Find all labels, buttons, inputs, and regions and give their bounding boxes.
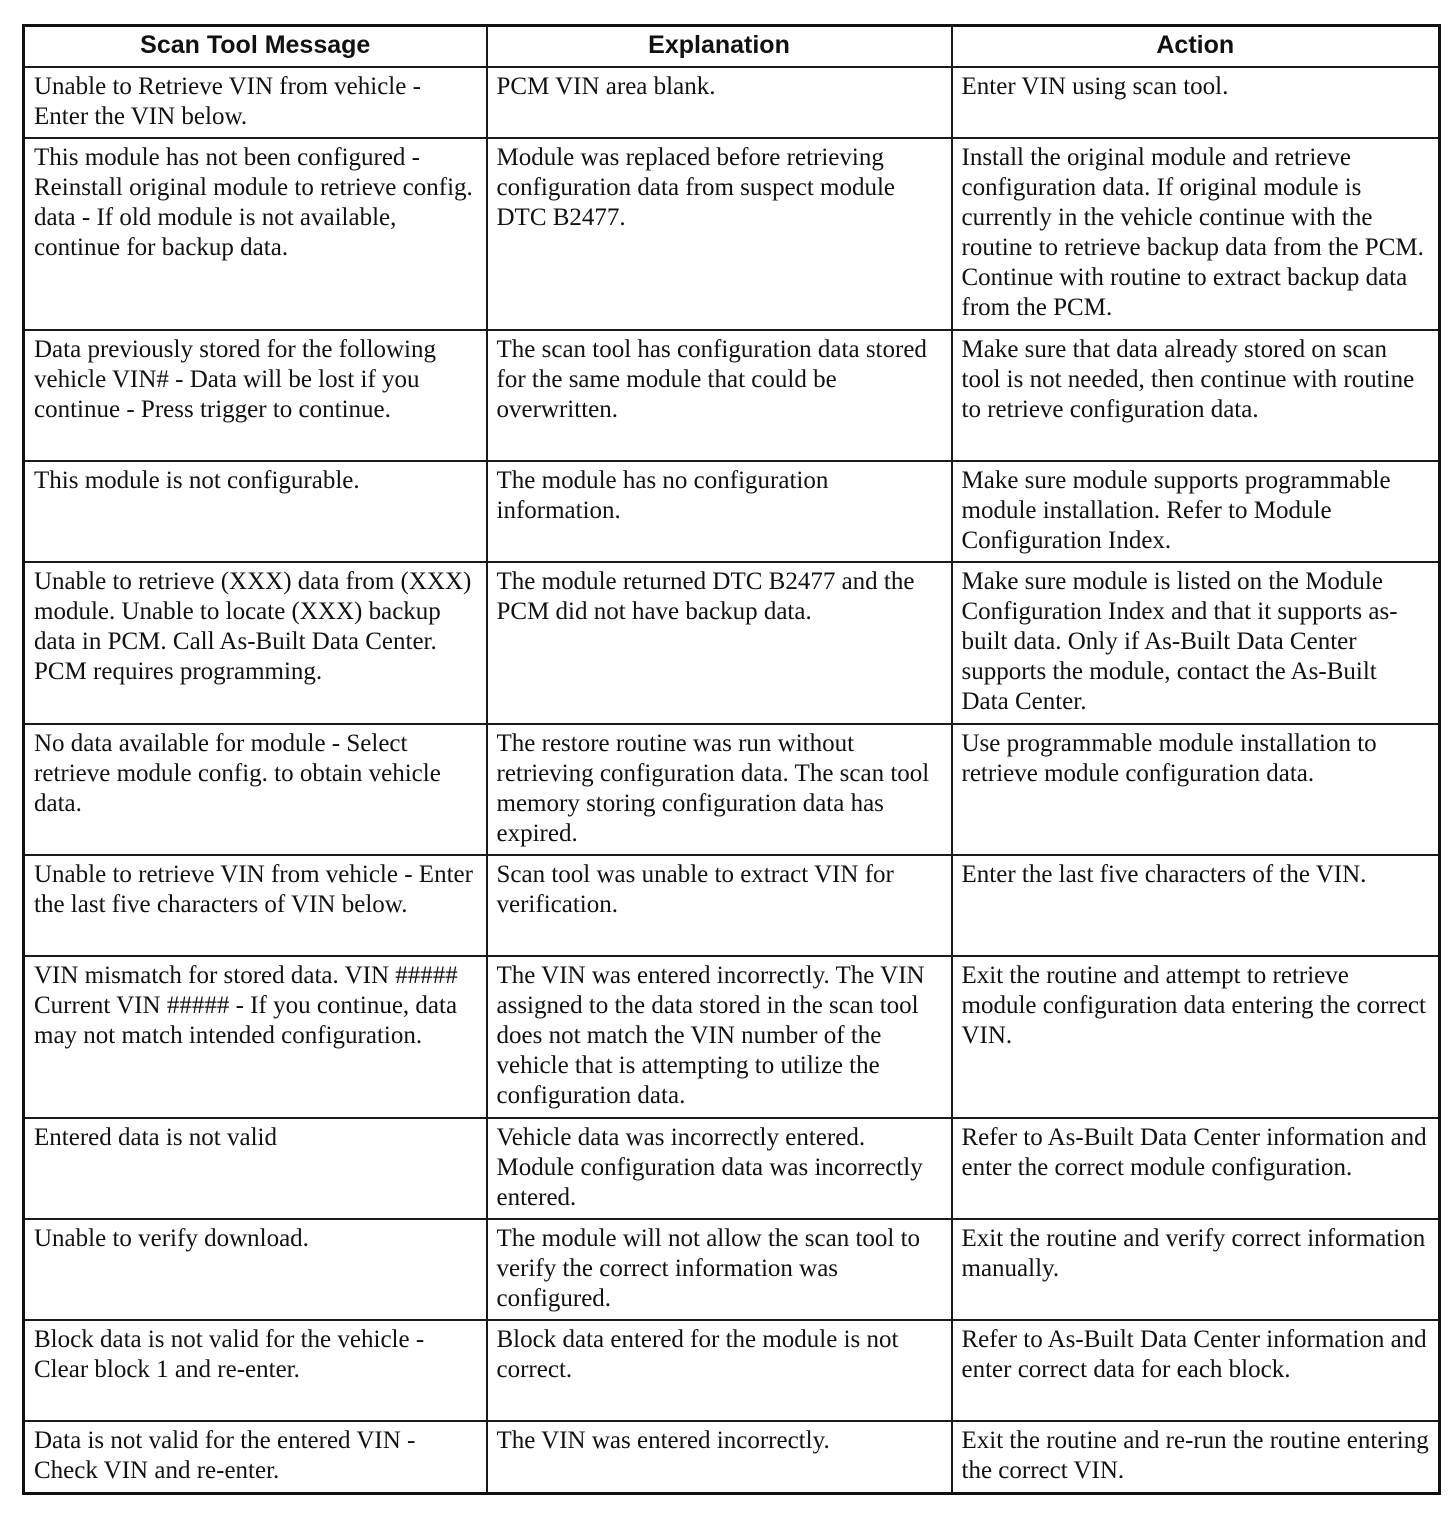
message-cell: Unable to verify download. [24,1219,487,1320]
table-row [24,724,1440,855]
action-cell: Make sure module supports programmable module installation. Refer to Module Configuration Index. [952,461,1440,562]
action-cell: Refer to As-Built Data Center information and enter the correct module configuration. [952,1118,1440,1219]
table-row [24,138,1440,330]
message-cell: Entered data is not valid [24,1118,487,1219]
scan-tool-message-table [22,24,1441,1495]
message-cell: Block data is not valid for the vehicle - Clear block 1 and re-enter. [24,1320,487,1421]
action-cell: Exit the routine and re-run the routine entering the correct VIN. [952,1421,1440,1493]
action-cell: Make sure module is listed on the Module Configuration Index and that it supports as-built data. Only if As-Built Data Center supports the module, contact the As-Built Data Center. [952,562,1440,724]
explanation-cell: The module will not allow the scan tool to verify the correct information was configured. [487,1219,952,1320]
message-cell: Unable to retrieve VIN from vehicle - Enter the last five characters of VIN below. [24,855,487,956]
table-row [24,1320,1440,1421]
message-cell: No data available for module - Select retrieve module config. to obtain vehicle data. [24,724,487,855]
explanation-cell: The restore routine was run without retrieving configuration data. The scan tool memory storing configuration data has expired. [487,724,952,855]
message-cell: Data previously stored for the following vehicle VIN# - Data will be lost if you continue - Press trigger to continue. [24,330,487,461]
message-cell: VIN mismatch for stored data. VIN ##### Current VIN ##### - If you continue, data may not match intended configuration. [24,956,487,1118]
table-row [24,855,1440,956]
explanation-cell: PCM VIN area blank. [487,67,952,138]
header-explanation: Explanation [487,26,952,68]
table-row [24,330,1440,461]
explanation-cell: Scan tool was unable to extract VIN for verification. [487,855,952,956]
message-cell: This module has not been configured - Reinstall original module to retrieve config. data - If old module is not available, continue for backup data. [24,138,487,330]
message-cell: Unable to retrieve (XXX) data from (XXX) module. Unable to locate (XXX) backup data in PCM. Call As-Built Data Center. PCM requires programming. [24,562,487,724]
table-row [24,1421,1440,1493]
action-cell: Install the original module and retrieve configuration data. If original module is currently in the vehicle continue with the routine to retrieve backup data from the PCM. Continue with routine to extract backup data from the PCM. [952,138,1440,330]
explanation-cell: The VIN was entered incorrectly. [487,1421,952,1493]
action-cell: Refer to As-Built Data Center information and enter correct data for each block. [952,1320,1440,1421]
action-cell: Use programmable module installation to retrieve module configuration data. [952,724,1440,855]
table-row [24,1118,1440,1219]
message-cell: Data is not valid for the entered VIN - Check VIN and re-enter. [24,1421,487,1493]
header-action: Action [952,26,1440,68]
scan-tool-message-table-wrapper [22,24,1438,1495]
action-cell: Exit the routine and attempt to retrieve module configuration data entering the correct VIN. [952,956,1440,1118]
action-cell: Enter VIN using scan tool. [952,67,1440,138]
table-row [24,562,1440,724]
action-cell: Make sure that data already stored on scan tool is not needed, then continue with routine to retrieve configuration data. [952,330,1440,461]
message-cell: This module is not configurable. [24,461,487,562]
message-cell: Unable to Retrieve VIN from vehicle - Enter the VIN below. [24,67,487,138]
header-scan-tool-message: Scan Tool Message [24,26,487,68]
action-cell: Exit the routine and verify correct information manually. [952,1219,1440,1320]
header-row [24,26,1440,68]
explanation-cell: Vehicle data was incorrectly entered. Module configuration data was incorrectly entered. [487,1118,952,1219]
table-row [24,956,1440,1118]
explanation-cell: Module was replaced before retrieving configuration data from suspect module DTC B2477. [487,138,952,330]
explanation-cell: The module has no configuration information. [487,461,952,562]
explanation-cell: The scan tool has configuration data stored for the same module that could be overwritten. [487,330,952,461]
explanation-cell: Block data entered for the module is not correct. [487,1320,952,1421]
action-cell: Enter the last five characters of the VIN. [952,855,1440,956]
table-row [24,461,1440,562]
table-row [24,1219,1440,1320]
explanation-cell: The module returned DTC B2477 and the PCM did not have backup data. [487,562,952,724]
table-row [24,67,1440,138]
explanation-cell: The VIN was entered incorrectly. The VIN assigned to the data stored in the scan tool does not match the VIN number of the vehicle that is attempting to utilize the configuration data. [487,956,952,1118]
